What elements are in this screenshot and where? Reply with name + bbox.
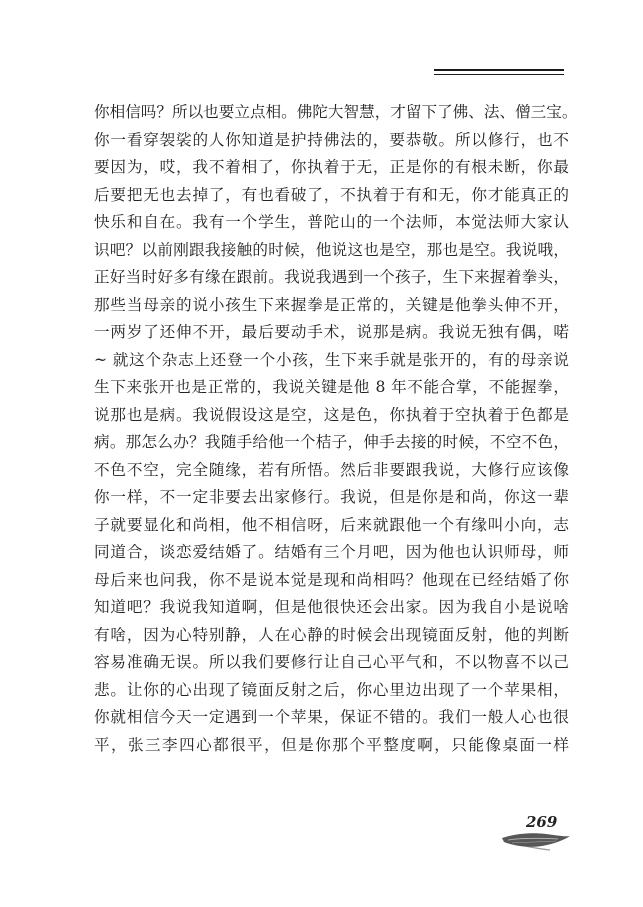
text-line: 母后来也问我，你不是说本觉是现和尚相吗？他现在已经结婚了你 <box>94 570 569 589</box>
text-line: 后要把无也去掉了，有也看破了，不执着于有和无，你才能真正的 <box>94 185 569 204</box>
page-number: 269 <box>526 813 558 831</box>
text-line: 不色不空，完全随缘，若有所悟。然后非要跟我说，大修行应该像 <box>94 460 569 479</box>
text-line: 要因为，哎，我不着相了，你执着于无，正是你的有根未断，你最 <box>94 158 569 176</box>
text-line: 你就相信今天一定遇到一个苹果，保证不错的。我们一般人心也很 <box>94 708 569 726</box>
text-line: 悲。让你的心出现了镜面反射之后，你心里边出现了一个苹果相， <box>94 680 569 699</box>
header-rule-thick <box>434 69 564 71</box>
brush-stroke-icon <box>500 828 572 854</box>
text-line: 你相信吗？所以也要立点相。佛陀大智慧，才留下了佛、法、僧三宝。 <box>94 103 578 121</box>
text-line: 正好当时好多有缘在跟前。我说我遇到一个孩子，生下来握着拳头， <box>94 268 569 286</box>
text-line: 子就要显化和尚相，他不相信呀，后来就跟他一个有缘叫小向，志 <box>94 515 569 534</box>
text-line: 你一样，不一定非要去出家修行。我说，但是你是和尚，你这一辈 <box>94 488 569 506</box>
text-line: 识吧？以前刚跟我接触的时候，他说这也是空，那也是空。我说哦， <box>94 240 569 259</box>
text-line: 说那也是病。我说假设这是空，这是色，你执着于空执着于色都是 <box>94 405 569 424</box>
text-line: 那些当母亲的说小孩生下来握拳是正常的，关键是他拳头伸不开， <box>94 295 569 314</box>
text-line: ~ 就这个杂志上还登一个小孩，生下来手就是张开的，有的母亲说 <box>94 350 569 369</box>
header-rule-thin <box>434 74 564 75</box>
text-line: 你一看穿袈裟的人你知道是护持佛法的，要恭敬。所以修行，也不 <box>94 130 569 149</box>
text-line: 一两岁了还伸不开，最后要动手术，说那是病。我说无独有偶，喏 <box>94 323 569 341</box>
text-line: 有啥，因为心特别静，人在心静的时候会出现镜面反射，他的判断 <box>94 625 569 644</box>
text-line: 同道合，谈恋爱结婚了。结婚有三个月吧，因为他也认识师母，师 <box>94 543 569 561</box>
text-line: 病。那怎么办？我随手给他一个桔子，伸手去接的时候，不空不色， <box>94 433 569 451</box>
text-line: 快乐和自在。我有一个学生，普陀山的一个法师，本觉法师大家认 <box>94 213 569 231</box>
body-text <box>94 99 578 759</box>
text-line: 知道吧？我说我知道啊，但是他很快还会出家。因为我自小是说啥 <box>94 598 569 616</box>
text-line: 生下来张开也是正常的，我说关键是他 8 年不能合掌，不能握拳， <box>94 378 569 396</box>
text-line: 容易准确无误。所以我们要修行让自己心平气和，不以物喜不以己 <box>94 653 569 671</box>
text-line: 平，张三李四心都很平，但是你那个平整度啊，只能像桌面一样 <box>94 735 569 754</box>
